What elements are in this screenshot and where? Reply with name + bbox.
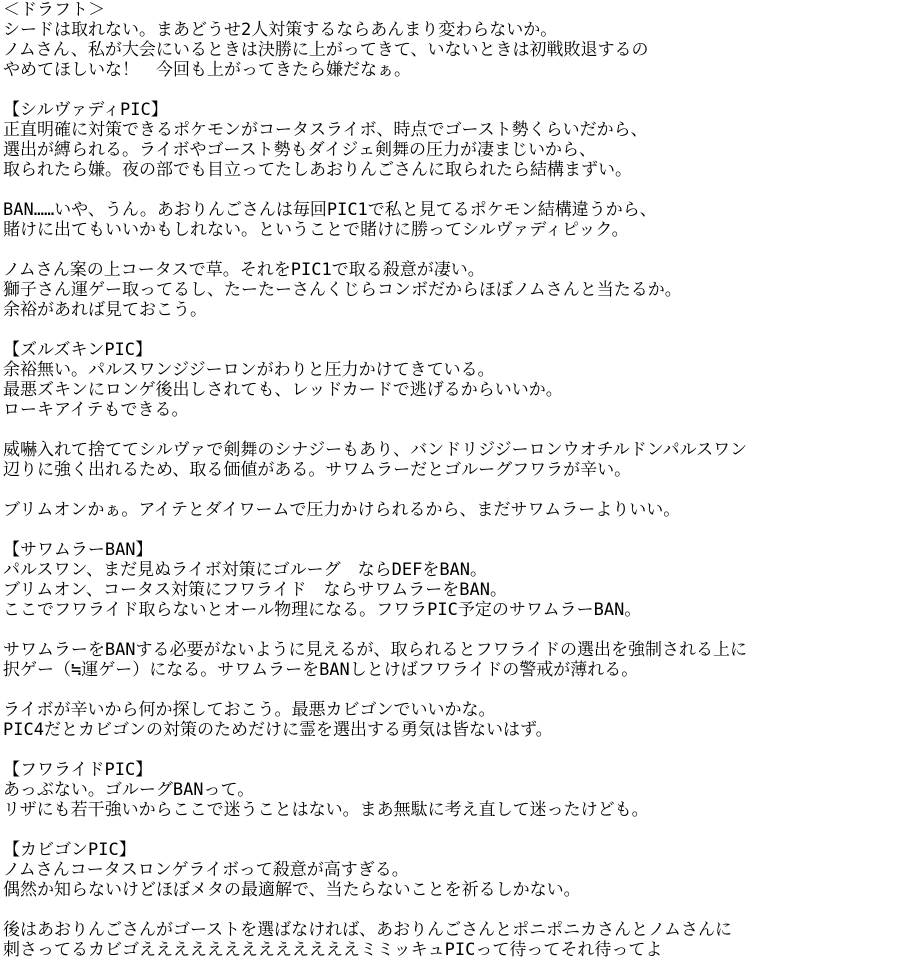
text-line — [3, 740, 903, 760]
text-line: 選出が縛られる。ライボやゴースト勢もダイジェ剣舞の圧力が凄まじいから、 — [3, 140, 596, 160]
text-line — [3, 680, 903, 700]
text-line: 後はあおりんごさんがゴーストを選ばなければ、あおりんごさんとポニポニカさんとノムさんに — [3, 920, 732, 940]
text-line: 賭けに出てもいいかもしれない。ということで賭けに勝ってシルヴァディピック。 — [3, 220, 629, 240]
text-line: シードは取れない。まあどうせ2人対策するならあんまり変わらないか。 — [3, 20, 558, 40]
text-line: 【シルヴァディPIC】 — [3, 100, 168, 120]
text-line: 最悪ズキンにロンゲ後出しされても、レッドカードで逃げるからいいか。 — [3, 380, 563, 400]
text-line: ノムさんコータスロンゲライボって殺意が高すぎる。 — [3, 860, 409, 880]
text-line: サワムラーをBANする必要がないように見えるが、取られるとフワライドの選出を強制される上に — [3, 640, 748, 660]
text-line: PIC4だとカビゴンの対策のためだけに霊を選出する勇気は皆ないはず。 — [3, 720, 553, 740]
text-line: 辺りに強く出れるため、取る価値がある。サワムラーだとゴルーグフワラが辛い。 — [3, 460, 632, 480]
text-line: 余裕無い。パルスワンジジーロンがわりと圧力かけてきている。 — [3, 360, 495, 380]
text-line: リザにも若干強いからここで迷うことはない。まあ無駄に考え直して迷ったけども。 — [3, 800, 649, 820]
text-line: 択ゲー（≒運ゲー）になる。サワムラーをBANしとけばフワライドの警戒が薄れる。 — [3, 660, 639, 680]
text-line — [3, 900, 903, 920]
text-line: 余裕があれば見ておこう。 — [3, 300, 207, 320]
text-line — [3, 620, 903, 640]
text-line: ローキアイテもできる。 — [3, 400, 189, 420]
text-line: 【サワムラーBAN】 — [3, 540, 153, 560]
text-line — [3, 820, 903, 840]
text-line: 取られたら嫌。夜の部でも目立ってたしあおりんごさんに取られたら結構まずい。 — [3, 160, 632, 180]
text-line: やめてほしいな！ 今回も上がってきたら嫌だなぁ。 — [3, 60, 411, 80]
text-line — [3, 520, 903, 540]
text-line: 刺さってるカビゴえええええええええええええミミッキュPICって待ってそれ待ってよ — [3, 940, 663, 960]
text-line: 威嚇入れて捨ててシルヴァで剣舞のシナジーもあり、バンドリジジーロンウオチルドンパルスワン — [3, 440, 748, 460]
text-line: 正直明確に対策できるポケモンがコータスライボ、時点でゴースト勢くらいだから、 — [3, 120, 648, 140]
text-line — [3, 320, 903, 340]
text-line: ブリムオンかぁ。アイテとダイワームで圧力かけられるから、まだサワムラーよりいい。 — [3, 500, 681, 520]
text-line: 偶然か知らないけどほぼメタの最適解で、当たらないことを祈るしかない。 — [3, 880, 581, 900]
text-line: ブリムオン、コータス対策にフワライド ならサワムラーをBAN。 — [3, 580, 507, 600]
text-line — [3, 180, 903, 200]
text-line: ライボが辛いから何か探しておこう。最悪カビゴンでいいかな。 — [3, 700, 496, 720]
text-line: あっぶない。ゴルーグBANって。 — [3, 780, 255, 800]
text-line: パルスワン、まだ見ぬライボ対策にゴルーグ ならDEFをBAN。 — [3, 560, 488, 580]
text-line — [3, 80, 903, 100]
text-line: BAN……いや、うん。あおりんごさんは毎回PIC1で私と見てるポケモン結構違うから、 — [3, 200, 657, 220]
text-line: 【カビゴンPIC】 — [3, 840, 136, 860]
text-line — [3, 240, 903, 260]
text-line: 【フワライドPIC】 — [3, 760, 153, 780]
text-line: ＜ドラフト＞ — [3, 0, 105, 20]
text-line — [3, 420, 903, 440]
text-line — [3, 480, 903, 500]
text-line: 【ズルズキンPIC】 — [3, 340, 153, 360]
text-line: ここでフワライド取らないとオール物理になる。フワラPIC予定のサワムラーBAN。 — [3, 600, 642, 620]
text-line: 獅子さん運ゲー取ってるし、たーたーさんくじらコンボだからほぼノムさんと当たるか。 — [3, 280, 682, 300]
text-line: ノムさん案の上コータスで草。それをPIC1で取る殺意が凄い。 — [3, 260, 485, 280]
text-line: ノムさん、私が大会にいるときは決勝に上がってきて、いないときは初戦敗退するの — [3, 40, 649, 60]
